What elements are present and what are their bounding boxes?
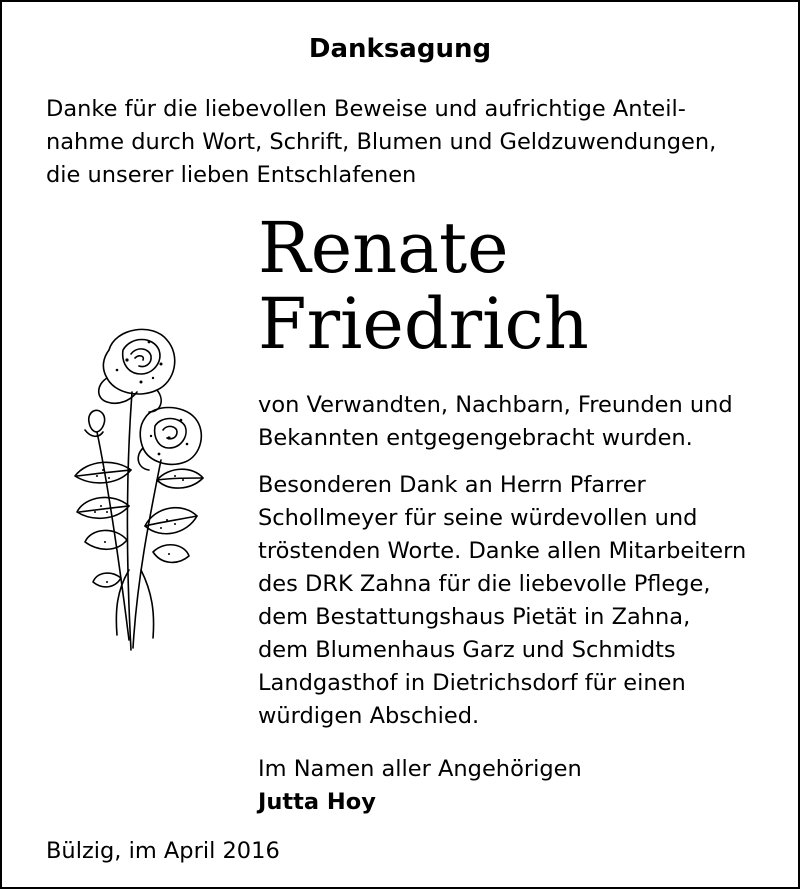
body-line: dem Blumenhaus Garz und Schmidts — [258, 637, 676, 663]
notice-title: Danksagung — [308, 34, 492, 64]
body-line: tröstenden Worte. Danke allen Mitarbeitern — [258, 538, 747, 564]
body-line: des DRK Zahna für die liebevolle Pflege, — [258, 571, 711, 597]
closing-line: Im Namen aller Angehörigen — [258, 756, 582, 782]
deceased-first-name: Renate — [258, 207, 509, 289]
intro-line: nahme durch Wort, Schrift, Blumen und Geldzuwendungen, — [46, 129, 717, 155]
deceased-last-name: Friedrich — [258, 283, 589, 365]
body-line: Schollmeyer für seine würdevollen und — [258, 505, 698, 531]
rose-icon — [57, 320, 227, 660]
signer-name: Jutta Hoy — [258, 789, 376, 815]
body-line: Besonderen Dank an Herrn Pfarrer — [258, 472, 646, 498]
body-line: Landgasthof in Dietrichsdorf für einen — [258, 670, 686, 696]
intro-line: die unserer lieben Entschlafenen — [46, 162, 417, 188]
deceased-name — [258, 207, 589, 365]
body-line: Bekannten entgegengebracht wurden. — [258, 425, 693, 451]
body-line: dem Bestattungshaus Pietät in Zahna, — [258, 604, 691, 630]
intro-line: Danke für die liebevollen Beweise und aufrichtige Anteil- — [46, 96, 686, 122]
intro-paragraph — [46, 93, 776, 192]
body-line: von Verwandten, Nachbarn, Freunden und — [258, 392, 733, 418]
body-line: würdigen Abschied. — [258, 703, 480, 729]
place-date: Bülzig, im April 2016 — [46, 838, 280, 864]
thanks-body — [258, 389, 788, 819]
